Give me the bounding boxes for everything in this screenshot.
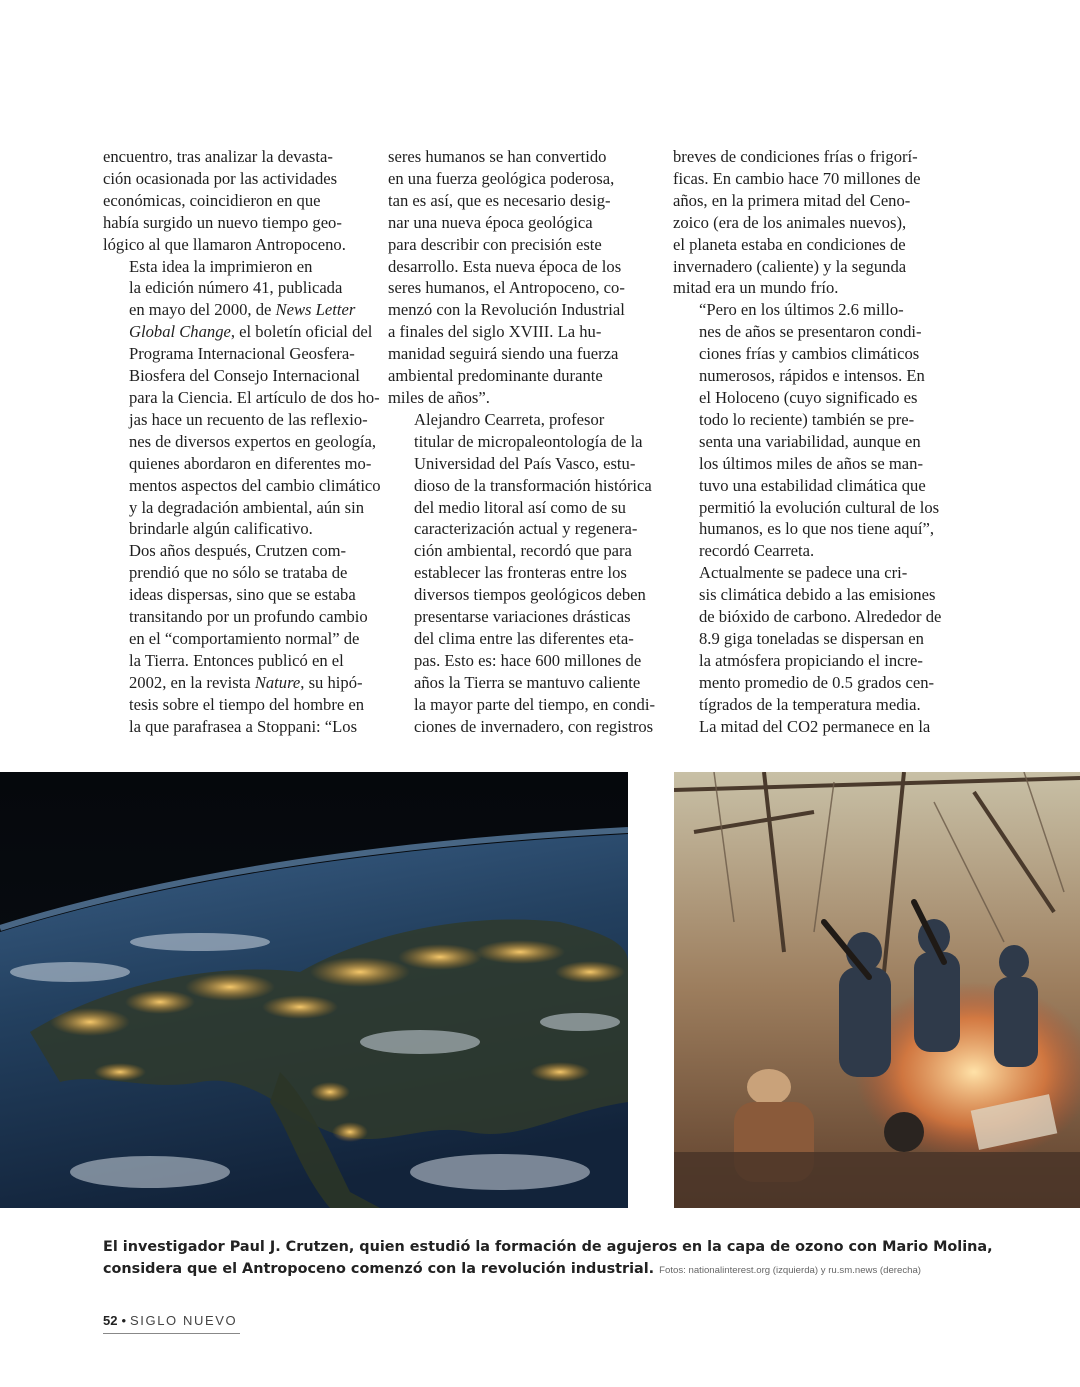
text-line: “Pero en los últimos 2.6 millo- — [699, 300, 904, 320]
text-line: jas hace un recuento de las reflexio- — [129, 409, 368, 429]
text-line: zoico (era de los animales nuevos), — [673, 212, 907, 232]
article-column-3 — [673, 146, 942, 737]
text-line: sis climática debido a las emisiones — [699, 585, 936, 605]
text-line: de bióxido de carbono. Alrededor de — [699, 607, 942, 627]
text-line: los últimos miles de años se man- — [699, 453, 923, 473]
text-line: tan es así, que es necesario desig- — [388, 190, 611, 210]
text-line: numerosos, rápidos e intensos. En — [699, 366, 925, 386]
text-line: para describir con precisión este — [388, 234, 602, 254]
text-line: transitando por un profundo cambio — [129, 607, 368, 627]
paragraph — [673, 299, 940, 562]
paragraph — [103, 256, 381, 541]
text-line: ideas dispersas, sino que se estaba — [129, 585, 356, 605]
caption-text: El investigador Paul J. Crutzen, quien estudió la formación de agujeros en la capa de ozono con Mario Molina, considera que el Antropoceno comenzó con la revolución industrial. — [103, 1239, 993, 1277]
text-line: prendió que no sólo se trataba de — [129, 563, 348, 583]
article-column-1 — [103, 146, 381, 737]
text-line: la Tierra. Entonces publicó en el — [129, 650, 344, 670]
text-line: ficas. En cambio hace 70 millones de — [673, 168, 921, 188]
text-line: había surgido un nuevo tiempo geo- — [103, 212, 342, 232]
text-line: a finales del siglo XVIII. La hu- — [388, 322, 602, 342]
text-line: tesis sobre el tiempo del hombre en — [129, 694, 365, 714]
text-line: ción ocasionada por las actividades — [103, 168, 338, 188]
text-line: menzó con la Revolución Industrial — [388, 300, 625, 320]
text-line: del medio litoral así como de su — [414, 497, 626, 517]
text-line: 8.9 giga toneladas se dispersan en — [699, 628, 924, 648]
paragraph — [103, 146, 363, 256]
text-line: dioso de la transformación histórica — [414, 475, 652, 495]
article-column-2 — [388, 146, 655, 737]
photo-credit: Fotos: nationalinterest.org (izquierda) y ru.sm.news (derecha) — [659, 1265, 921, 1276]
text-line: brindarle algún calificativo. — [129, 519, 313, 539]
text-line: años la Tierra se mantuvo caliente — [414, 672, 641, 692]
paragraph — [103, 540, 368, 737]
text-line: mitad era un mundo frío. — [673, 278, 839, 298]
paragraph — [388, 146, 648, 409]
text-line: ción ambiental, recordó que para — [414, 541, 632, 561]
text-line: titular de micropaleontología de la — [414, 431, 643, 451]
page-number: 52 — [103, 1313, 118, 1328]
text-line: Esta idea la imprimieron en — [129, 256, 313, 276]
text-line: Actualmente se padece una cri- — [699, 563, 908, 583]
text-line: invernadero (caliente) y la segunda — [673, 256, 907, 276]
text-line: encuentro, tras analizar la devasta- — [103, 147, 333, 166]
text-line: nes de diversos expertos en geología, — [129, 431, 376, 451]
photo-caption — [103, 1236, 1003, 1282]
text-line: nes de años se presentaron condi- — [699, 322, 922, 342]
text-line: tígrados de la temperatura media. — [699, 694, 921, 714]
text-line: presentarse variaciones drásticas — [414, 607, 631, 627]
text-line: ciones frías y cambios climáticos — [699, 344, 920, 364]
text-line: establecer las fronteras entre los — [414, 563, 627, 583]
earth-night-photo — [0, 772, 628, 1208]
text-line: quienes abordaron en diferentes mo- — [129, 453, 372, 473]
text-line: el Holoceno (cuyo significado es — [699, 387, 918, 407]
text-line: Universidad del País Vasco, estu- — [414, 453, 636, 473]
text-line: todo lo reciente) también se pre- — [699, 409, 915, 429]
text-line: manidad seguirá siendo una fuerza — [388, 344, 619, 364]
text-line: del clima entre las diferentes eta- — [414, 628, 634, 648]
text-line: mento promedio de 0.5 grados cen- — [699, 672, 935, 692]
text-line: diversos tiempos geológicos deben — [414, 585, 646, 605]
text-line: ambiental predominante durante — [388, 366, 603, 386]
text-line: en una fuerza geológica poderosa, — [388, 168, 615, 188]
text-line: 2002, en la revista Nature, su hipó- — [129, 672, 363, 692]
text-line: seres humanos se han convertido — [388, 147, 607, 166]
text-line: y la degradación ambiental, aún sin — [129, 497, 364, 517]
text-line: miles de años”. — [388, 387, 490, 407]
text-line: senta una variabilidad, aunque en — [699, 431, 921, 451]
text-line: ciones de invernadero, con registros — [414, 716, 654, 736]
text-line: seres humanos, el Antropoceno, co- — [388, 278, 625, 298]
text-line: años, en la primera mitad del Ceno- — [673, 190, 911, 210]
paragraph — [673, 146, 933, 299]
text-line: la atmósfera propiciando el incre- — [699, 650, 923, 670]
text-line: la que parafrasea a Stoppani: “Los — [129, 716, 358, 736]
text-line: recordó Cearreta. — [699, 541, 815, 561]
text-line: económicas, coincidieron en que — [103, 190, 321, 210]
text-line: la mayor parte del tiempo, en condi- — [414, 694, 655, 714]
text-line: lógico al que llamaron Antropoceno. — [103, 234, 346, 254]
footer-separator: • — [121, 1313, 127, 1328]
text-line: caracterización actual y regenera- — [414, 519, 638, 539]
text-line: permitió la evolución cultural de los — [699, 497, 940, 517]
text-line: mentos aspectos del cambio climático — [129, 475, 381, 495]
text-line: para la Ciencia. El artículo de dos ho- — [129, 387, 380, 407]
text-line: la edición número 41, publicada — [129, 278, 343, 298]
text-line: pas. Esto es: hace 600 millones de — [414, 650, 642, 670]
page-footer — [103, 1313, 240, 1334]
text-line: Programa Internacional Geosfera- — [129, 344, 355, 364]
text-line: Dos años después, Crutzen com- — [129, 541, 347, 561]
text-line: Alejandro Cearreta, profesor — [414, 409, 605, 429]
text-line: en mayo del 2000, de News Letter — [129, 300, 356, 320]
text-line: nar una nueva época geológica — [388, 212, 593, 232]
text-line: La mitad del CO2 permanece en la — [699, 716, 931, 736]
text-line: desarrollo. Esta nueva época de los — [388, 256, 622, 276]
text-line: Global Change, el boletín oficial del — [129, 322, 373, 342]
text-line: en el “comportamiento normal” de — [129, 628, 360, 648]
industrial-painting-photo — [674, 772, 1080, 1208]
text-line: el planeta estaba en condiciones de — [673, 234, 906, 254]
paragraph — [673, 562, 942, 737]
publication-name: SIGLO NUEVO — [130, 1313, 238, 1328]
text-line: humanos, es lo que nos tiene aquí”, — [699, 519, 935, 539]
text-line: tuvo una estabilidad climática que — [699, 475, 926, 495]
paragraph — [388, 409, 655, 738]
text-line: Biosfera del Consejo Internacional — [129, 366, 360, 386]
text-line: breves de condiciones frías o frigorí- — [673, 147, 918, 166]
